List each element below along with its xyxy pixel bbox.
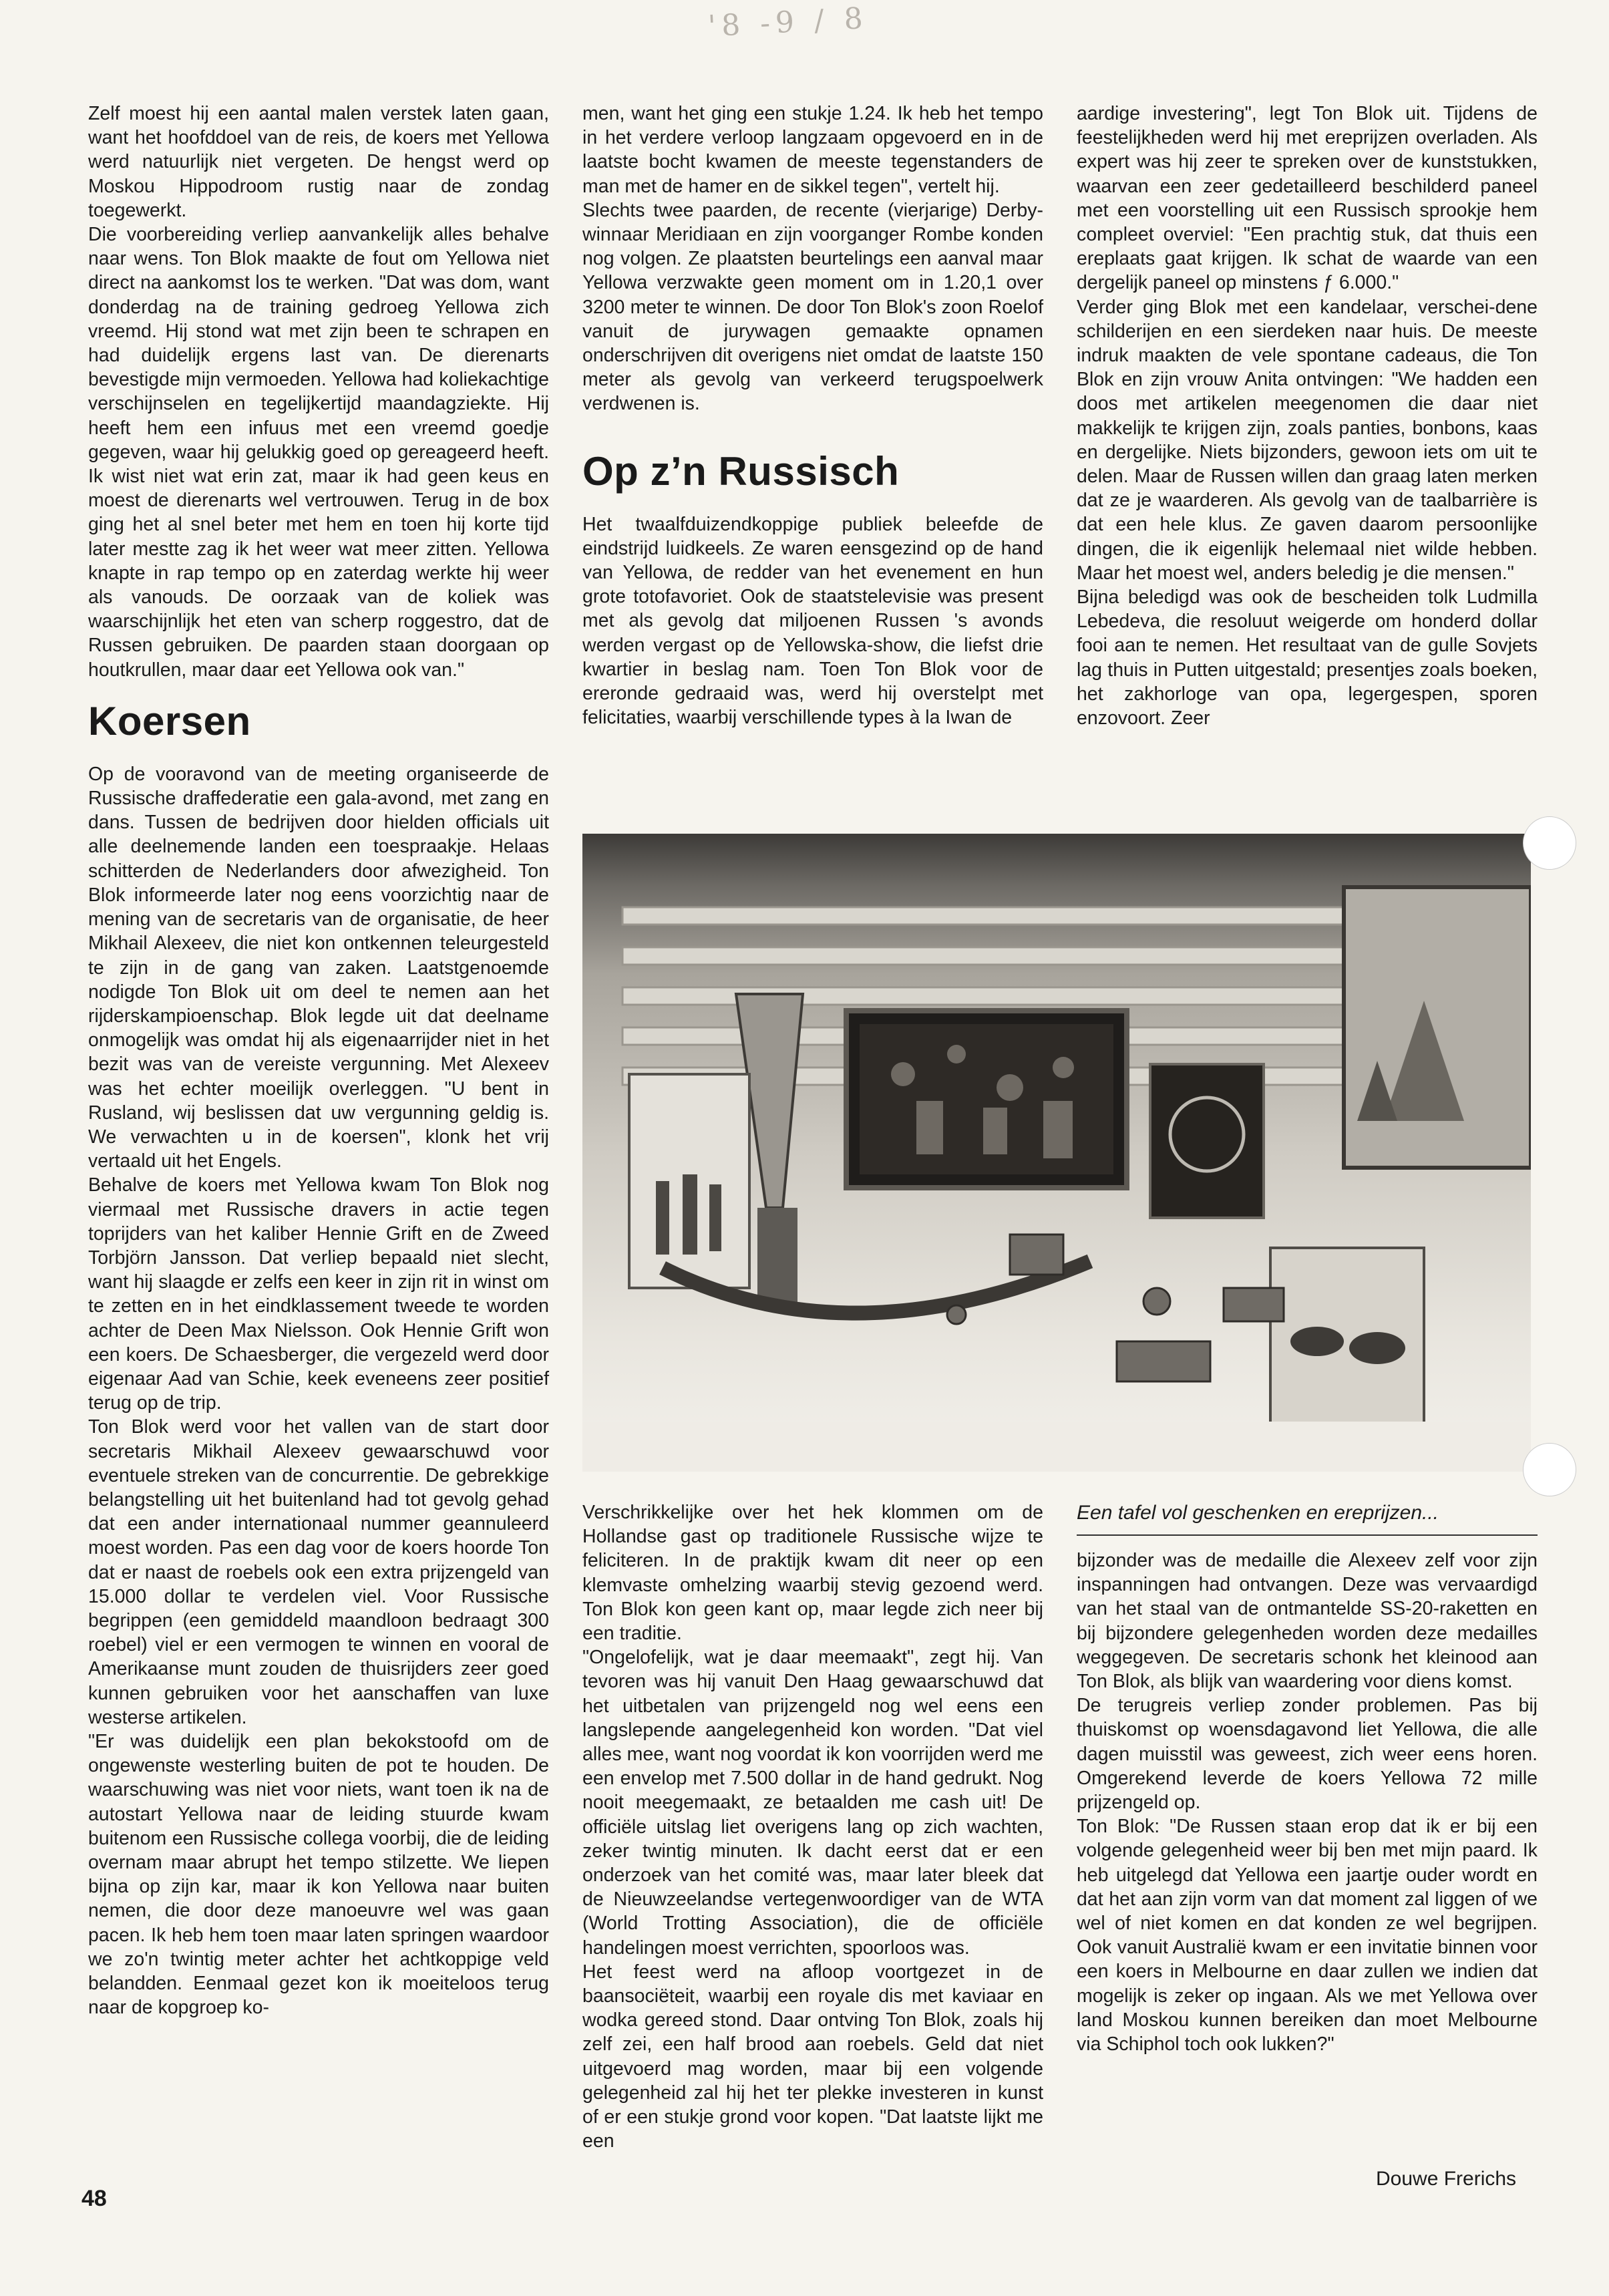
photo-caption: Een tafel vol geschenken en ereprijzen... [1077, 1502, 1439, 1524]
paragraph: Bijna beledigd was ook de bescheiden tolk Ludmilla Lebedeva, die resoluut weigerde om honderd dollar fooi aan te nemen. Het resultaat van de gulle Sovjets lag thuis in Putten uitgestald; presentjes zoals boeken, het zakhorloge van opa, legergespen, sporen enzovoort. Zeer [1077, 587, 1538, 729]
paragraph: men, want het ging een stukje 1.24. Ik heb het tempo in het verdere verloop langzaam opgevoerd en in de laatste bocht kwamen de meeste tegenstanders de man met de hamer en de sikkel tegen", vertelt hij. [582, 103, 1043, 197]
punch-hole [1523, 1443, 1576, 1496]
author-signature: Douwe Frerichs [1376, 2168, 1517, 2190]
paragraph: Ton Blok: "De Russen staan erop dat ik er bij een volgende gelegenheid weer bij ben met mijn paard. Ik heb uitgelegd dat Yellowa een jaartje ouder wordt en dat het aan zijn vorm van dat moment zal liggen of we wel of niet komen en dat konden ze wel begrijpen. Ook vanuit Australië kwam er een invitatie binnen voor een koers in Melbourne en daar zullen we indien dat mogelijk is zeker op ingaan. Als we met Yellowa over land Moskou kunnen bereiken dan moet Melbourne via Schiphol toch ook lukken?" [1077, 1816, 1538, 2056]
paragraph: "Er was duidelijk een plan bekokstoofd om de ongewenste westerling buiten de pot te houden. De waarschuwing was niet voor niets, want toen ik na de autostart Yellowa naar de leiding stuurde kwam buitenom een Russische collega voorbij, die de leiding overnam maar abrupt het tempo stilzette. We liepen bijna op zijn kar, maar ik kon Yellowa naar buiten nemen, die door deze manoeuvre wel was gaan pacen. Ik heb hem toen maar laten springen waardoor we zo'n twintig meter achter het achtkoppige veld belandden. Eenmaal gezet kon ik moeiteloos terug naar de kopgroep ko- [88, 1731, 549, 2019]
paragraph: Op de vooravond van de meeting organiseerde de Russische draffederatie een gala-avond, met zang en dans. Tussen de bedrijven door hielden officials uit alle deelnemende landen een toespraakje. Helaas schitterden de Nederlanders door afwezigheid. Ton Blok informeerde later nog eens voorzichtig naar de mening van de secretaris van de organisatie, de heer Mikhail Alexeev, die niet kon ontkennen teleurgesteld te zijn in de gang van zaken. Laatstgenoemde nodigde Ton Blok uit om deel te nemen aan het rijderskampioenschap. Blok legde uit dat deelname onmogelijk was omdat hij als eigenaarrijder niet in het bezit was van de vereiste vergunning. Met Alexeev was het echter moeilijk overleggen. "U bent in Rusland, wij beslissen dat uw vergunning geldig is. We verwachten u in de koersen", klonk het vrij vertaald uit het Engels. [88, 763, 549, 1172]
paragraph: Verder ging Blok met een kandelaar, verschei-dene schilderijen en een sierdeken naar huis. De meeste indruk maakten de vele spontane cadeaus, die Ton Blok en zijn vrouw Anita ontvingen: "We hadden een doos met artikelen meegenomen die daar niet makkelijk te krijgen zijn, zoals panties, bonbons, kaas en dergelijke. Niets bijzonders, gewoon iets om uit te delen. Maar de Russen willen dan graag laten merken dat ze je waarderen. Als gevolg van de taalbarrière is dat een hele klus. Ze gaven daarom persoonlijke dingen, die ik eigenlijk helemaal niet wilde hebben. Maar het moest wel, anders beledig je die mensen." [1077, 296, 1538, 584]
paragraph: Verschrikkelijke over het hek klommen om de Hollandse gast op traditionele Russische wijze te feliciteren. In de praktijk kwam dit neer op een klemvaste omhelzing waarbij stevig gezoend werd. Ton Blok kon geen kant op, maar legde zich neer bij een traditie. [582, 1502, 1043, 1645]
paragraph: Die voorbereiding verliep aanvankelijk alles behalve naar wens. Ton Blok maakte de fout om Yellowa niet direct na aankomst los te werken. "Dat was dom, want donderdag na de training gedroeg Yellowa zich vreemd. Hij stond wat met zijn been te schrapen en had duidelijk ergens last van. De dierenarts bevestigde mijn vermoeden. Yellowa had koliekachtige verschijnselen en tegelijkertijd maandagziekte. Hij heeft hem een infuus met een vreemd goedje gegeven, waar hij gelukkig goed op gereageerd heeft. Ik wist niet wat erin zat, maar ik had geen keus en moest de dierenarts wel vertrouwen. Terug in de box ging het al snel beter met hem en toen hij korte tijd later mestte zag ik het weer wat meer zitten. Yellowa knapte in rap tempo op en zaterdag werkte hij weer als vanouds. De oorzaak van de koliek was waarschijnlijk het eten van scherp roggestro, dat de Russen gebruiken. De paarden staan doorgaan op houtkrullen, maar daar eet Yellowa ook van." [88, 224, 549, 681]
paragraph: Slechts twee paarden, de recente (vierjarige) Derby-winnaar Meridiaan en zijn voorganger Rombe konden nog volgen. Ze plaatsten beurtelings een aanval maar Yellowa verzwakte geen moment om in 1.20,1 over 3200 meter te winnen. De door Ton Blok's zoon Roelof vanuit de jurywagen gemaakte opnamen onderschrijven dit overigens niet omdat de laatste 150 meter als gevolg van verkeerd terugspoelwerk verdwenen is. [582, 199, 1043, 415]
paragraph: De terugreis verliep zonder problemen. Pas bij thuiskomst op woensdagavond liet Yellowa, die alle dagen muisstil was geweest, zich weer eens horen. Omgerekend leverde de koers Yellowa 72 mille prijzengeld op. [1077, 1695, 1538, 1814]
column-right-top [1077, 102, 1538, 730]
paragraph: Ton Blok werd voor het vallen van de start door secretaris Mikhail Alexeev gewaarschuwd voor eventuele streken van de concurrentie. De gebrekkige belangstelling uit het buitenland had tot gevolg gehad dat een ander internationaal nummer geannuleerd moest worden. Pas een dag voor de koers hoorde Ton dat er naast de roebels ook een extra prijzengeld van 15.000 dollar te verdelen viel. Voor Russische begrippen (een gemiddeld maandloon bedraagt 300 roebel) viel er een vermogen te winnen en vooral de Amerikaanse munt zouden de thuisrijders zeer goed kunnen gebruiken voor het aanschaffen van luxe westerse artikelen. [88, 1416, 549, 1728]
punch-hole [1523, 816, 1576, 870]
handwritten-note: '8 -9 / 8 [707, 1, 869, 44]
column-middle-bottom [582, 1500, 1043, 2153]
paragraph: Het twaalfduizendkoppige publiek beleefde de eindstrijd luidkeels. Ze waren eensgezind op de hand van Yellowa, de redder van het evenement en hun grote totofavoriet. Ook de staatstelevisie was present met als gevolg dat miljoenen Russen 's avonds werden vergast op de Yellowska-show, die liefst drie kwartier in beslag nam. Toen Ton Blok voor de ereronde gedraaid was, werd hij overstelpt met felicitaties, waarbij verschillende types à la Iwan de [582, 513, 1043, 729]
section-heading-op-zn-russisch: Op z’n Russisch [582, 448, 900, 494]
photo-illustration [582, 834, 1531, 1472]
column-left [88, 102, 549, 2019]
section-heading-koersen: Koersen [88, 698, 251, 744]
paragraph: aardige investering", legt Ton Blok uit. Tijdens de feestelijkheden werd hij met ereprijzen overladen. Als expert was hij zeer te spreken over de kunststukken, waarvan een zeer gedetailleerd beschilderd paneel met een voorstelling uit een Russisch sprookje hem compleet overviel: "Een prachtig stuk, dat thuis een ereplaats gaat krijgen. Ik schat de waarde van een dergelijk paneel op minstens ƒ 6.000." [1077, 103, 1538, 294]
paragraph: Behalve de koers met Yellowa kwam Ton Blok nog viermaal met Russische dravers in actie tegen toprijders van het kaliber Hennie Grift en de Zweed Torbjörn Jansson. Dat verliep bepaald niet slecht, want hij slaagde er zelfs een keer in zijn rit in winst om te zetten en in het eindklassement tweede te worden achter de Deen Max Nielsson. Ook Hennie Grift won een koers. De Schaesberger, die vergezeld werd door eigenaar Aad van Schie, keek eveneens zeer positief terug op de trip. [88, 1174, 549, 1414]
paragraph: "Ongelofelijk, wat je daar meemaakt", zegt hij. Van tevoren was hij vanuit Den Haag gewaarschuwd dat het uitbetalen van prijzengeld nog wel eens een langslepende aangelegenheid kon worden. "Dat viel alles mee, want nog voordat ik kon voorrijden werd me een envelop met 7.500 dollar in de hand gedrukt. Nog nooit meegemaakt, ze betaalden me cash uit! De officiële uitslag liet overigens lang op zich wachten, zeker twintig minuten. Ik dacht eerst dat er een onderzoek van het comité was, maar later bleek dat de Nieuwzeelandse vertegenwoordiger van de WTA (World Trotting Association), die de officiële handelingen moest verrichten, spoorloos was. [582, 1647, 1043, 1959]
gifts-photo [582, 834, 1531, 1472]
column-right-bottom [1077, 1548, 1538, 2056]
page-number: 48 [81, 2186, 107, 2211]
caption-divider [1077, 1534, 1538, 1536]
column-middle-top [582, 102, 1043, 729]
paragraph: bijzonder was de medaille die Alexeev zelf voor zijn inspanningen had ontvangen. Deze was vervaardigd van het staal van de ontmantelde SS-20-raketten en bij bijzondere gelegenheden worden deze medailles weggegeven. De secretaris schonk het kleinood aan Ton Blok, als blijk van waardering voor diens komst. [1077, 1550, 1538, 1693]
paragraph: Zelf moest hij een aantal malen verstek laten gaan, want het hoofddoel van de reis, de koers met Yellowa werd natuurlijk niet vergeten. De hengst werd op Moskou Hippodroom rustig naar de zondag toegewerkt. [88, 103, 549, 221]
paragraph: Het feest werd na afloop voortgezet in de baansociëteit, waarbij een royale dis met kaviaar en wodka gereed stond. Daar ontving Ton Blok, zoals hij zelf zei, een half brood aan roebels. Geld dat niet uitgevoerd mag worden, maar bij een volgende gelegenheid zal hij het ter plekke investeren in kunst of er een stukje grond voor kopen. "Dat laatste lijkt me een [582, 1961, 1043, 2152]
